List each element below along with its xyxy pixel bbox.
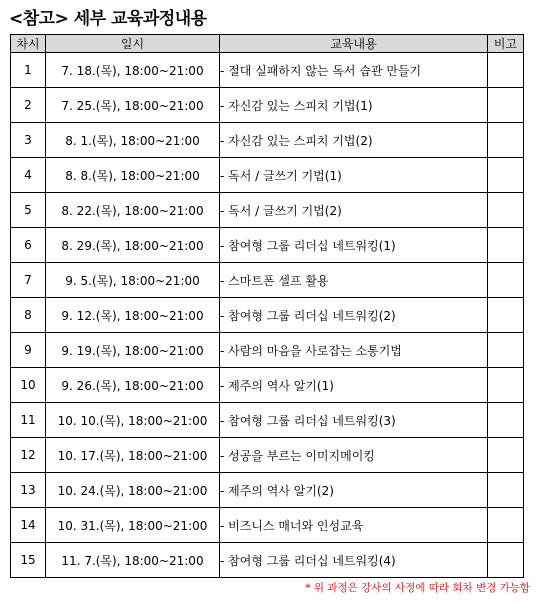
cell-datetime: 10. 17.(목), 18:00~21:00 xyxy=(46,438,220,473)
cell-session: 4 xyxy=(11,158,46,193)
table-row xyxy=(11,543,524,578)
cell-content: - 참여형 그룹 리더십 네트워킹(4) xyxy=(220,543,488,578)
page-title: <참고> 세부 교육과정내용 xyxy=(9,9,207,29)
table-row xyxy=(11,473,524,508)
cell-content: - 참여형 그룹 리더십 네트워킹(2) xyxy=(220,298,488,333)
table-header-row xyxy=(11,35,524,53)
cell-content: - 비즈니스 매너와 인성교육 xyxy=(220,508,488,543)
cell-remark xyxy=(488,508,524,543)
cell-content: - 참여형 그룹 리더십 네트워킹(3) xyxy=(220,403,488,438)
cell-datetime: 10. 10.(목), 18:00~21:00 xyxy=(46,403,220,438)
cell-remark xyxy=(488,473,524,508)
cell-session: 1 xyxy=(11,53,46,88)
cell-session: 8 xyxy=(11,298,46,333)
cell-content: - 독서 / 글쓰기 기법(2) xyxy=(220,193,488,228)
cell-session: 6 xyxy=(11,228,46,263)
cell-datetime: 8. 29.(목), 18:00~21:00 xyxy=(46,228,220,263)
cell-remark xyxy=(488,123,524,158)
table-row xyxy=(11,158,524,193)
cell-datetime: 7. 18.(목), 18:00~21:00 xyxy=(46,53,220,88)
cell-datetime: 8. 22.(목), 18:00~21:00 xyxy=(46,193,220,228)
cell-remark xyxy=(488,333,524,368)
cell-session: 14 xyxy=(11,508,46,543)
cell-content: - 독서 / 글쓰기 기법(1) xyxy=(220,158,488,193)
cell-session: 10 xyxy=(11,368,46,403)
cell-content: - 제주의 역사 알기(1) xyxy=(220,368,488,403)
cell-session: 2 xyxy=(11,88,46,123)
cell-datetime: 9. 26.(목), 18:00~21:00 xyxy=(46,368,220,403)
cell-content: - 자신감 있는 스피치 기법(1) xyxy=(220,88,488,123)
cell-remark xyxy=(488,438,524,473)
table-row xyxy=(11,508,524,543)
cell-session: 5 xyxy=(11,193,46,228)
cell-content: - 절대 실패하지 않는 독서 습관 만들기 xyxy=(220,53,488,88)
table-row xyxy=(11,333,524,368)
table-row xyxy=(11,403,524,438)
cell-datetime: 7. 25.(목), 18:00~21:00 xyxy=(46,88,220,123)
table-row xyxy=(11,438,524,473)
cell-remark xyxy=(488,403,524,438)
cell-content: - 사람의 마음을 사로잡는 소통기법 xyxy=(220,333,488,368)
table-row xyxy=(11,88,524,123)
cell-content: - 제주의 역사 알기(2) xyxy=(220,473,488,508)
cell-remark xyxy=(488,53,524,88)
table-row xyxy=(11,193,524,228)
table-row xyxy=(11,228,524,263)
cell-remark xyxy=(488,368,524,403)
cell-remark xyxy=(488,543,524,578)
header-remark: 비고 xyxy=(488,35,524,53)
header-datetime: 일시 xyxy=(46,35,220,53)
cell-content: - 자신감 있는 스피치 기법(2) xyxy=(220,123,488,158)
cell-session: 13 xyxy=(11,473,46,508)
table-row xyxy=(11,368,524,403)
table-row xyxy=(11,298,524,333)
cell-datetime: 8. 1.(목), 18:00~21:00 xyxy=(46,123,220,158)
cell-session: 15 xyxy=(11,543,46,578)
cell-remark xyxy=(488,228,524,263)
cell-session: 3 xyxy=(11,123,46,158)
cell-datetime: 9. 12.(목), 18:00~21:00 xyxy=(46,298,220,333)
cell-datetime: 8. 8.(목), 18:00~21:00 xyxy=(46,158,220,193)
cell-session: 7 xyxy=(11,263,46,298)
cell-content: - 성공을 부르는 이미지메이킹 xyxy=(220,438,488,473)
cell-remark xyxy=(488,158,524,193)
cell-datetime: 9. 19.(목), 18:00~21:00 xyxy=(46,333,220,368)
cell-datetime: 9. 5.(목), 18:00~21:00 xyxy=(46,263,220,298)
table-row xyxy=(11,263,524,298)
cell-session: 12 xyxy=(11,438,46,473)
cell-datetime: 11. 7.(목), 18:00~21:00 xyxy=(46,543,220,578)
cell-remark xyxy=(488,263,524,298)
cell-content: - 참여형 그룹 리더십 네트워킹(1) xyxy=(220,228,488,263)
cell-session: 11 xyxy=(11,403,46,438)
header-session: 차시 xyxy=(11,35,46,53)
cell-remark xyxy=(488,88,524,123)
table-row xyxy=(11,123,524,158)
footnote: * 위 과정은 강사의 사정에 따라 회차 변경 가능함 xyxy=(305,582,530,594)
cell-content: - 스마트폰 셀프 활용 xyxy=(220,263,488,298)
cell-session: 9 xyxy=(11,333,46,368)
cell-datetime: 10. 24.(목), 18:00~21:00 xyxy=(46,473,220,508)
header-content: 교육내용 xyxy=(220,35,488,53)
cell-remark xyxy=(488,193,524,228)
cell-datetime: 10. 31.(목), 18:00~21:00 xyxy=(46,508,220,543)
table-row xyxy=(11,53,524,88)
cell-remark xyxy=(488,298,524,333)
schedule-table xyxy=(10,34,524,578)
